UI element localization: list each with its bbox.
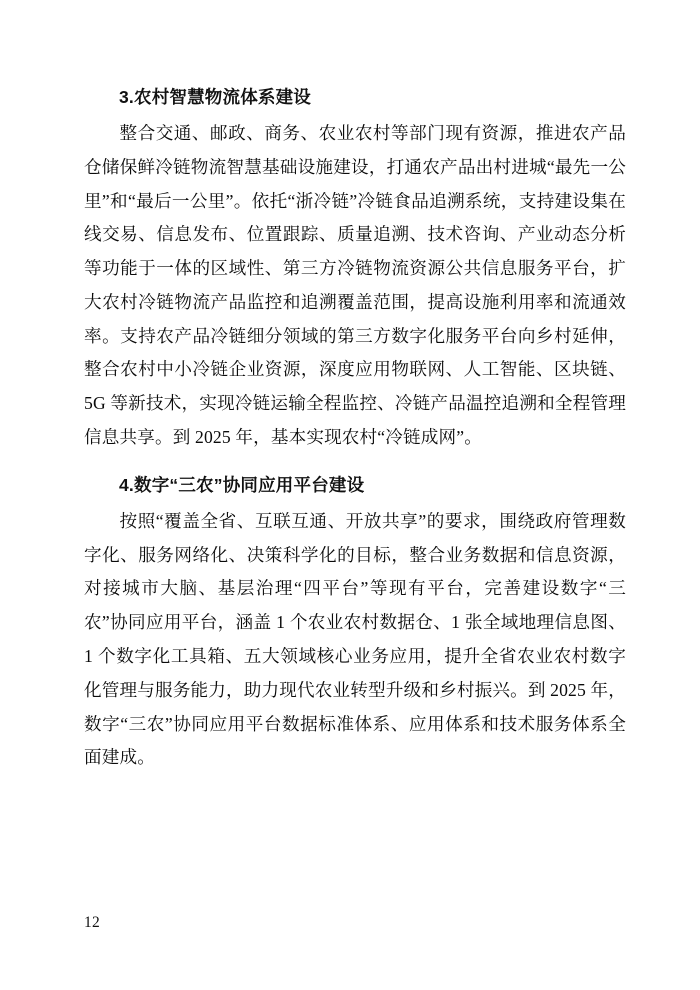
section-spacer	[84, 459, 626, 472]
section-body-4: 按照“覆盖全省、互联互通、开放共享”的要求，围绕政府管理数字化、服务网络化、决策科学化的目标，整合业务数据和信息资源，对接城市大脑、基层治理“四平台”等现有平台，完善建设数字“三农”协同应用平台，涵盖 1 个农业农村数据仓、1 张全域地理信息图、1 个数字化工具箱、五大领域核心业务应用，提升全省农业农村数字化管理与服务能力，助力现代农业转型升级和乡村振兴。到 2025 年，数字“三农”协同应用平台数据标准体系、应用体系和技术服务体系全面建成。	[84, 510, 626, 768]
section-heading-3: 3.农村智慧物流体系建设	[119, 87, 311, 107]
section-body-3: 整合交通、邮政、商务、农业农村等部门现有资源，推进农产品仓储保鲜冷链物流智慧基础设施建设，打通农产品出村进城“最先一公里”和“最后一公里”。依托“浙冷链”冷链食品追溯系统，支持建设集在线交易、信息发布、位置跟踪、质量追溯、技术咨询、产业动态分析等功能于一体的区域性、第三方冷链物流资源公共信息服务平台，扩大农村冷链物流产品监控和追溯覆盖范围，提高设施利用率和流通效率。支持农产品冷链细分领域的第三方数字化服务平台向乡村延伸，整合农村中小冷链企业资源，深度应用物联网、人工智能、区块链、5G 等新技术，实现冷链运输全程监控、冷链产品温控追溯和全程管理信息共享。到 2025 年，基本实现农村“冷链成网”。	[84, 123, 626, 448]
section-heading-4: 4.数字“三农”协同应用平台建设	[119, 474, 365, 495]
page-number: 12	[84, 914, 101, 931]
